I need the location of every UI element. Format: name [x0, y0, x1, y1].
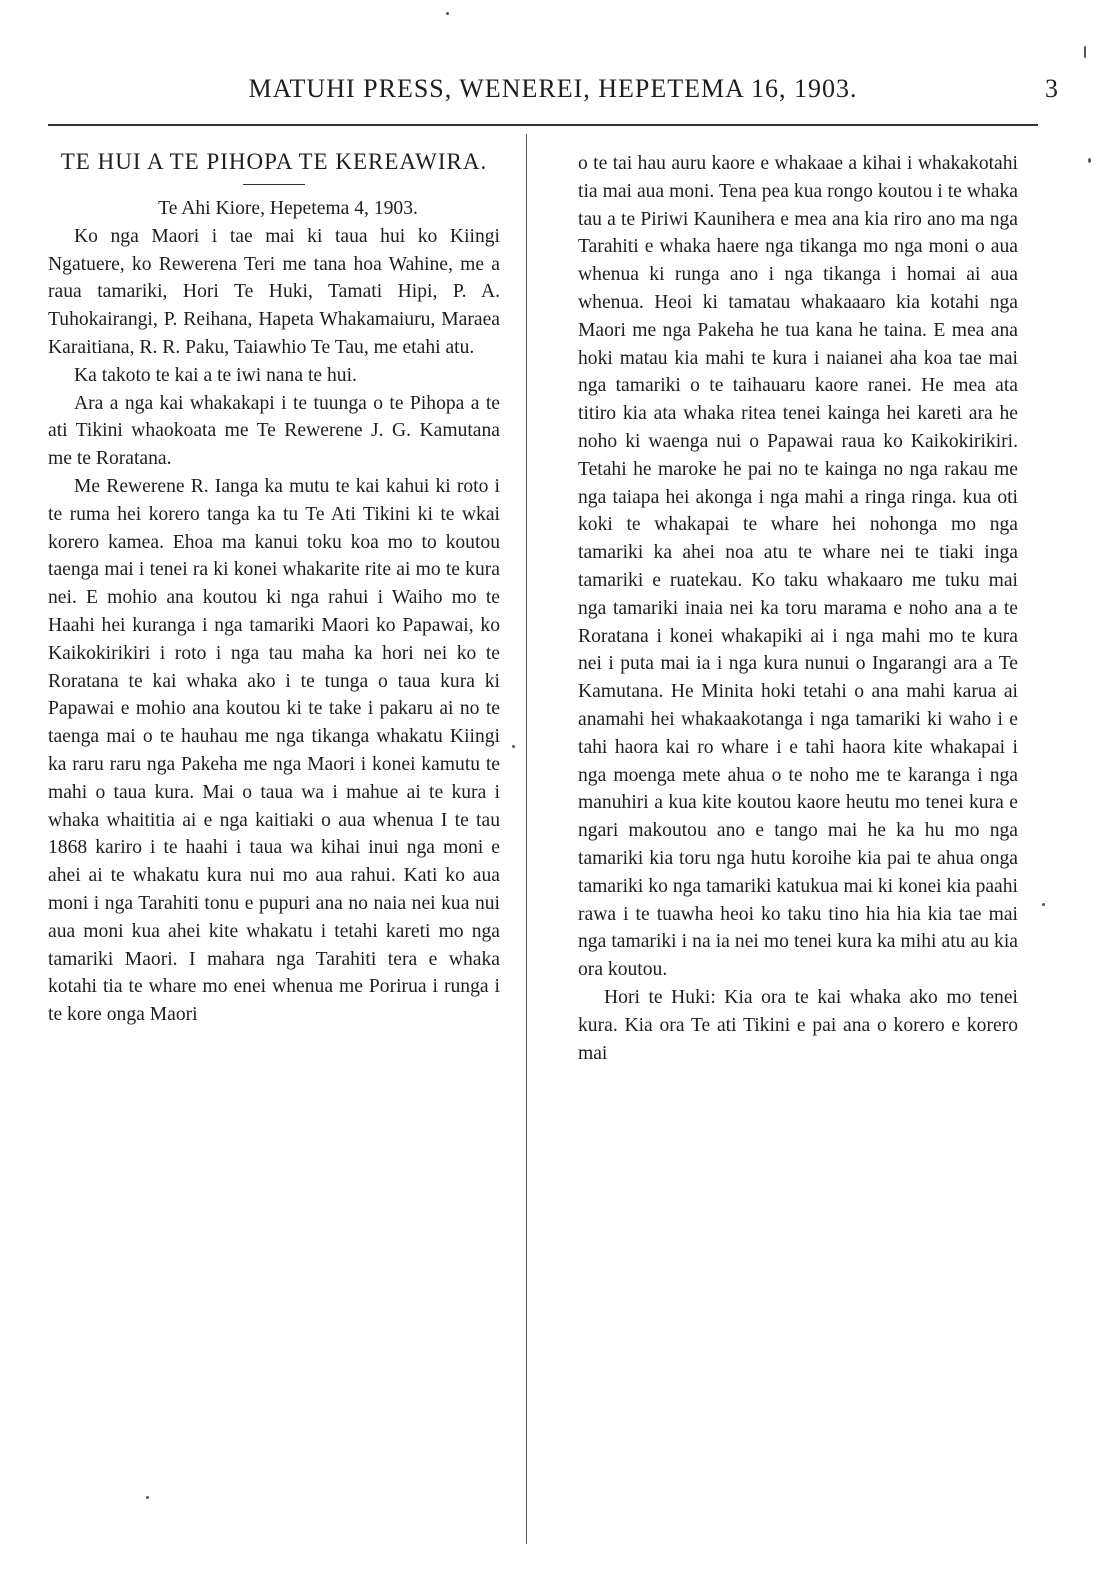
- paragraph-meal: Ka takoto te kai a te iwi nana te hui.: [74, 364, 357, 386]
- paragraph-attendees: Ko nga Maori i tae mai ki taua hui ko Kiingi Ngatuere, ko Rewerena Teri me tana hoa Wahine, me a raua tamariki, Hori Te Huki, Tamati Hipi, P. A. Tuhokairangi, P. Reihana, Hapeta Whakamaiuru, Maraea Karaitiana, R. R. Paku, Taiawhio Te Tau, me etahi atu.: [48, 225, 500, 358]
- paragraph-speech-continued: o te tai hau auru kaore e whakaae a kihai i whakakotahi tia mai aua moni. Tena pea kua rongo koutou i te whaka tau a te Piriwi Kaunihera e mea ana kia riro ano ma nga Tarahiti e whaka haere nga tikanga mo nga moni o aua whenua ki runga ano i nga tikanga i homai ai aua whenua. Heoi ki tamatau whakaaaro kia kotahi nga Maori me nga Pakeha he tua kana he taina. E mea ana hoki matau kia mahi te kura i naianei aha koa tae mai nga tamariki o te taihauaru kaore ranei. He mea ata titiro kia ata whaka ritea tenei kainga hei kareti ara he noho ki waenga nui o Papawai raua ko Kaikokirikiri. Tetahi he maroke he pai no te kainga no nga rakau me nga taiapa hei akonga i nga mahi a ringa ringa. kua oti koki te whakapai te whare hei nohonga mo nga tamariki ka ahei noa atu te whare nei te tiaki inga tamariki e ruatekau. Ko taku whakaaro me tuku mai nga tamariki inaia nei ka toru marama e noho ana a te Roratana i konei whakapiki ai i nga mahi mo te kura nei i puta mai ia i nga kura nunui o Ingarangi ara a Te Kamutana. He Minita hoki tetahi o ana mahi karua ai anamahi hei whakaakotanga i nga tamariki ki waho i e tahi haora kai ro whare i e tahi haora kite whakapai i nga moenga mete ahua o te noho me te karanga i nga manuhiri a kua kite koutou kaore heutu mo tenei kura e ngari makoutou ano e tango mai he ka hu mo nga tamariki kia toru nga hutu koroihe kia pai te ahua onga tamariki ko nga tamariki katukua mai ki konei kia paahi rawa i te tuawha heoi ko taku tino hia hia kia tae mai nga tamariki i na ia nei mo tenei kura ka mihi atu au kia ora koutou.: [578, 153, 1018, 981]
- print-speck: [1042, 903, 1045, 906]
- dateline: Te Ahi Kiore, Hepetema 4, 1903.: [158, 198, 418, 219]
- masthead-title: MATUHI PRESS, WENEREI, HEPETEMA 16, 1903.: [248, 74, 858, 103]
- column-divider: [526, 134, 527, 1544]
- paragraph-speech: Me Rewerene R. Ianga ka mutu te kai kahui ki roto i te ruma hei korero tanga ka tu Te Ati Tikini ki te wkai korero kamea. Ehoa ma kanui toku koa mo to koutou taenga mai i tenei ra ki konei whakarite rite ai mo te kura nei. E mohio ana koutou ki nga rahui i Waiho mo te Haahi hei kuranga i nga tamariki Maori ko Papawai, ko Kaikokirikiri i roto i nga tau maha ka hori nei ko te Roratana te kai whaka ako i te tunga o taua kura ki Papawai e mohio ana koutou ki te take i pakaru ai no te taenga mai o te hauhau me nga tikanga whakatu Kiingi ka raru raru nga Pakeha me nga Maori i konei kamutu te mahi o taua kura. Mai o taua wa i mahue ai te kura i whaka whaititia ai e nga kaitiaki o aua whenua I te tau 1868 kariro i te haahi i taua wa kihai inui nga moni e ahei ai te whakatu kura nui mo aua rahui. Kati ko aua moni i nga Tarahiti tonu e pupuri ana no naia nei kua nui aua moni kua ahei kite whakatu i tetahi kareti mo nga tamariki Maori. I mahara nga Tarahiti tera e whaka kotahi tia te whare mo enei whenua me Porirua i runga i te kore onga Maori: [48, 475, 500, 1026]
- print-speck: [1088, 158, 1091, 163]
- page-number: 3: [1045, 74, 1058, 103]
- print-speck: [1084, 46, 1086, 58]
- print-speck: [446, 12, 449, 15]
- title-rule: [243, 184, 305, 185]
- paragraph-speakers: Ara a nga kai whakakapi i te tuunga o te Pihopa a te ati Tikini whaokoata me Te Rewerene J. G. Kamutana me te Roratana.: [48, 392, 500, 470]
- paragraph-reply: Hori te Huki: Kia ora te kai whaka ako mo tenei kura. Kia ora Te ati Tikini e pai ana o korero e korero mai: [578, 986, 1018, 1064]
- header-rule: [48, 124, 1038, 126]
- left-column: [48, 148, 500, 1029]
- article-title: TE HUI A TE PIHOPA TE KEREAWIRA.: [60, 149, 488, 174]
- print-speck: [146, 1496, 149, 1499]
- print-speck: [512, 745, 515, 748]
- right-column: [578, 150, 1018, 1067]
- masthead: [48, 74, 1058, 114]
